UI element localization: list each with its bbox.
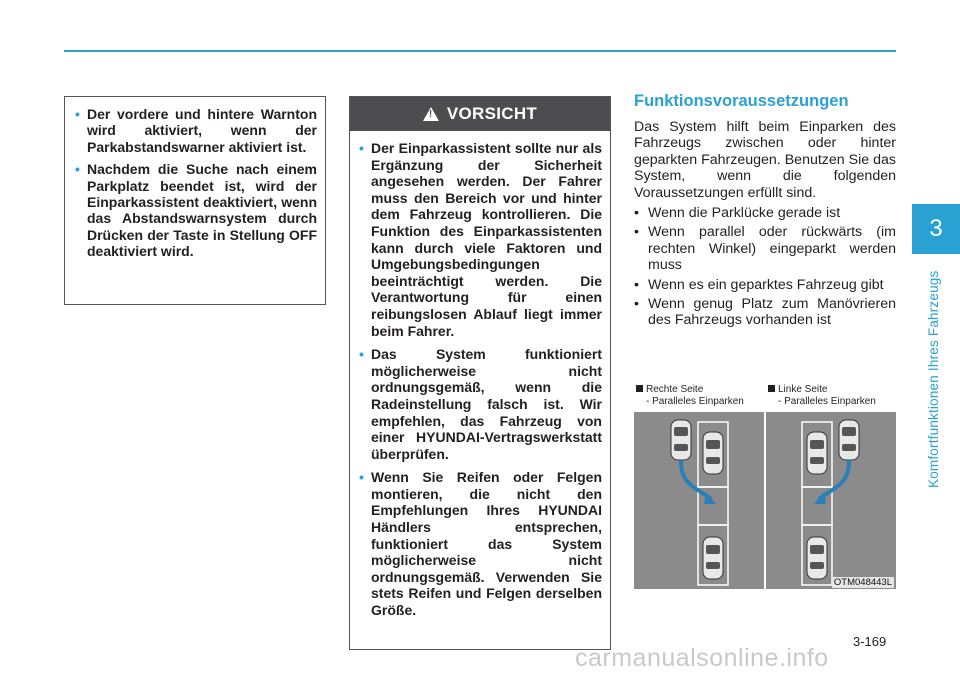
watermark: carmanualsonline.info (575, 644, 829, 672)
bullet-icon: • (634, 296, 639, 313)
square-bullet-icon (636, 385, 643, 392)
caution-bullet: • Der Einparkassistent sollte nur als Ergänzung der Sicherheit angesehen werden. Der Fahrer muss den Bereich vor und hinter dem Fahrzeug kontrollieren. Die Funktion des Einparkassistenten kann durch viele Faktoren und Umgebungsbedingungen beeinträchtigt werden. Die Verantwortung für einen reibungslosen Ablauf liegt immer beim Fahrer. (359, 140, 602, 339)
square-bullet-icon (768, 385, 775, 392)
caution-bullet: • Das System funktioniert möglicherweise nicht ordnungsgemäß, wenn die Radeinstellung falsch ist. Wir empfehlen, das Fahrzeug von einer HYUNDAI-Vertragswerkstatt überprüfen. (359, 346, 602, 462)
info-box (64, 96, 326, 305)
parking-panel-right (634, 412, 764, 589)
figure-caption-right-side: Rechte Seite - Paralleles Einparken (636, 384, 744, 407)
conditions-section (634, 92, 896, 332)
car-icon (703, 432, 723, 474)
condition-item: • Wenn die Parklücke gerade ist (634, 205, 841, 222)
condition-item: • Wenn genug Platz zum Manövrieren des Fahrzeugs vorhanden ist (634, 296, 896, 329)
section-heading: Funktionsvoraussetzungen (634, 92, 849, 110)
parking-illustration-right (634, 412, 764, 589)
caution-header (350, 97, 610, 131)
info-bullet: • Nachdem die Suche nach einem Parkplatz beendet ist, wird der Einparkassistent deaktiviert, wenn das Abstandswarnsystem durch Drücken der Taste in Stellung OFF deaktiviert wird. (75, 161, 317, 260)
car-icon (671, 420, 691, 460)
bullet-dot-icon: • (75, 161, 80, 178)
bullet-dot-icon: • (359, 346, 364, 363)
section-intro: Das System hilft beim Einparken des Fahrzeugs zwischen oder hinter geparkten Fahrzeugen. Benutzen Sie das System, wenn die folgenden Voraussetzungen erfüllt sind. (634, 119, 896, 201)
chapter-tab (912, 204, 960, 254)
caution-bullet: • Wenn Sie Reifen oder Felgen montieren, die nicht den Empfehlungen Ihres HYUNDAI Händlers entsprechen, funktioniert das System möglicherweise nicht ordnungsgemäß. Verwenden Sie stets Reifen und Felgen derselben Größe. (359, 469, 602, 619)
caution-box (349, 96, 611, 650)
condition-item: • Wenn parallel oder rückwärts (im rechten Winkel) eingeparkt werden muss (634, 224, 896, 274)
bullet-icon: • (634, 205, 639, 222)
car-icon (703, 537, 723, 579)
parking-figure (634, 384, 896, 589)
chapter-number: 3 (929, 215, 943, 242)
arrow-head-icon (814, 492, 826, 504)
warning-triangle-icon (423, 107, 439, 121)
chapter-title: Komfortfunktionen Ihres Fahrzeugs (926, 270, 941, 488)
info-bullet: • Der vordere und hintere Warnton wird aktiviert, wenn der Parkabstandswarner aktiviert ist. (75, 106, 317, 155)
bullet-icon: • (634, 276, 639, 293)
bullet-dot-icon: • (75, 106, 80, 122)
chapter-side-title (926, 258, 956, 498)
bullet-dot-icon: • (359, 469, 364, 486)
parking-panel-left (766, 412, 896, 589)
caution-title: VORSICHT (446, 104, 538, 123)
figure-code: OTM048443L (833, 577, 892, 588)
top-rule (64, 50, 896, 52)
page-number: 3-169 (853, 634, 887, 649)
bullet-dot-icon: • (359, 140, 364, 156)
car-icon (839, 420, 859, 460)
arrow-head-icon (704, 492, 716, 504)
bullet-icon: • (634, 224, 639, 241)
figure-caption-left-side: Linke Seite - Paralleles Einparken (768, 384, 876, 407)
car-icon (807, 537, 827, 579)
condition-item: • Wenn es ein geparktes Fahrzeug gibt (634, 276, 884, 293)
car-icon (807, 432, 827, 474)
parking-illustration-left (766, 412, 896, 589)
